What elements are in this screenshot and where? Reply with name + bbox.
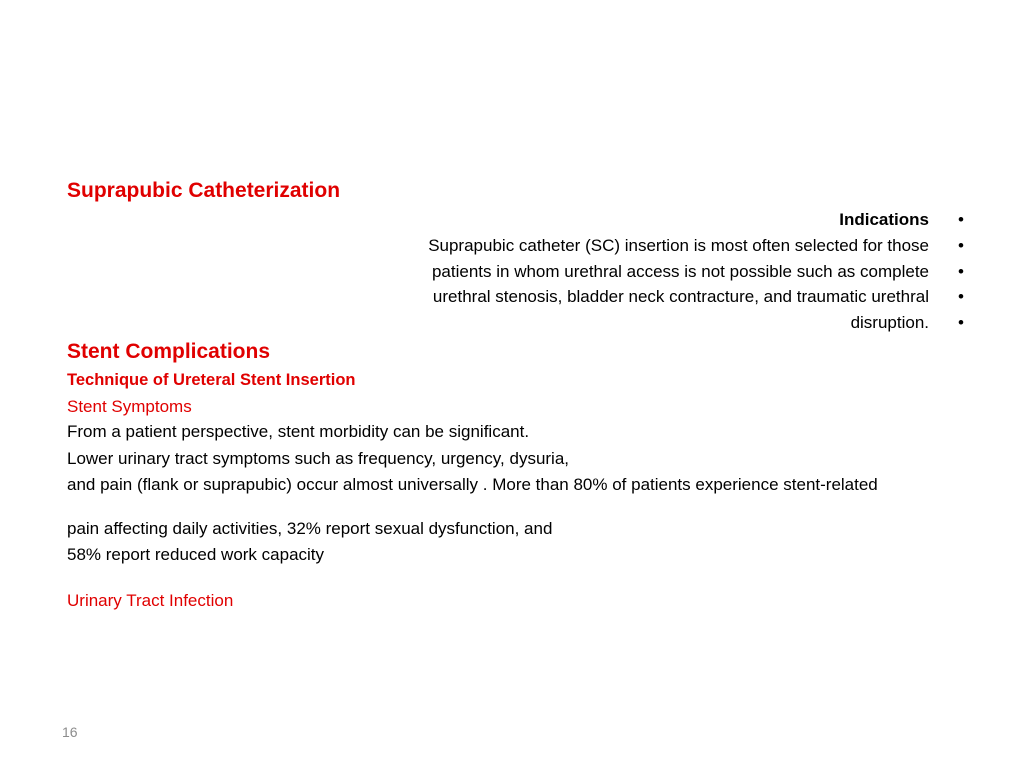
body-line-4: pain affecting daily activities, 32% report sexual dysfunction, and xyxy=(67,519,553,538)
subsection-stent-symptoms: Stent Symptoms xyxy=(67,397,192,416)
page-number: 16 xyxy=(62,724,78,740)
rtl-item-line-1: Suprapubic catheter (SC) insertion is most often selected for those xyxy=(428,236,929,255)
bullet-icon: • xyxy=(958,210,964,229)
body-line-2: Lower urinary tract symptoms such as frequency, urgency, dysuria, xyxy=(67,449,570,468)
rtl-item-line-2: patients in whom urethral access is not possible such as complete xyxy=(431,262,929,281)
subheading-technique: Technique of Ureteral Stent Insertion xyxy=(67,371,356,389)
bullet-icon: • xyxy=(958,236,964,255)
heading-stent-complications: Stent Complications xyxy=(67,340,271,363)
bullet-icon: • xyxy=(958,287,964,306)
rtl-item-line-3: urethral stenosis, bladder neck contracture, and traumatic urethral xyxy=(432,287,929,306)
rtl-item-line-4: disruption. xyxy=(850,313,929,332)
rtl-item-indications: Indications xyxy=(839,210,929,229)
body-line-1: From a patient perspective, stent morbidity can be significant. xyxy=(67,422,530,441)
body-line-3: and pain (flank or suprapubic) occur almost universally . More than 80% of patients experience stent-related xyxy=(67,475,878,494)
bullet-icon: • xyxy=(958,313,964,332)
body-line-5: 58% report reduced work capacity xyxy=(67,545,325,564)
heading-urinary-tract-infection: Urinary Tract Infection xyxy=(67,591,234,610)
heading-suprapubic-catheterization: Suprapubic Catheterization xyxy=(67,179,341,202)
bullet-icon: • xyxy=(958,262,964,281)
